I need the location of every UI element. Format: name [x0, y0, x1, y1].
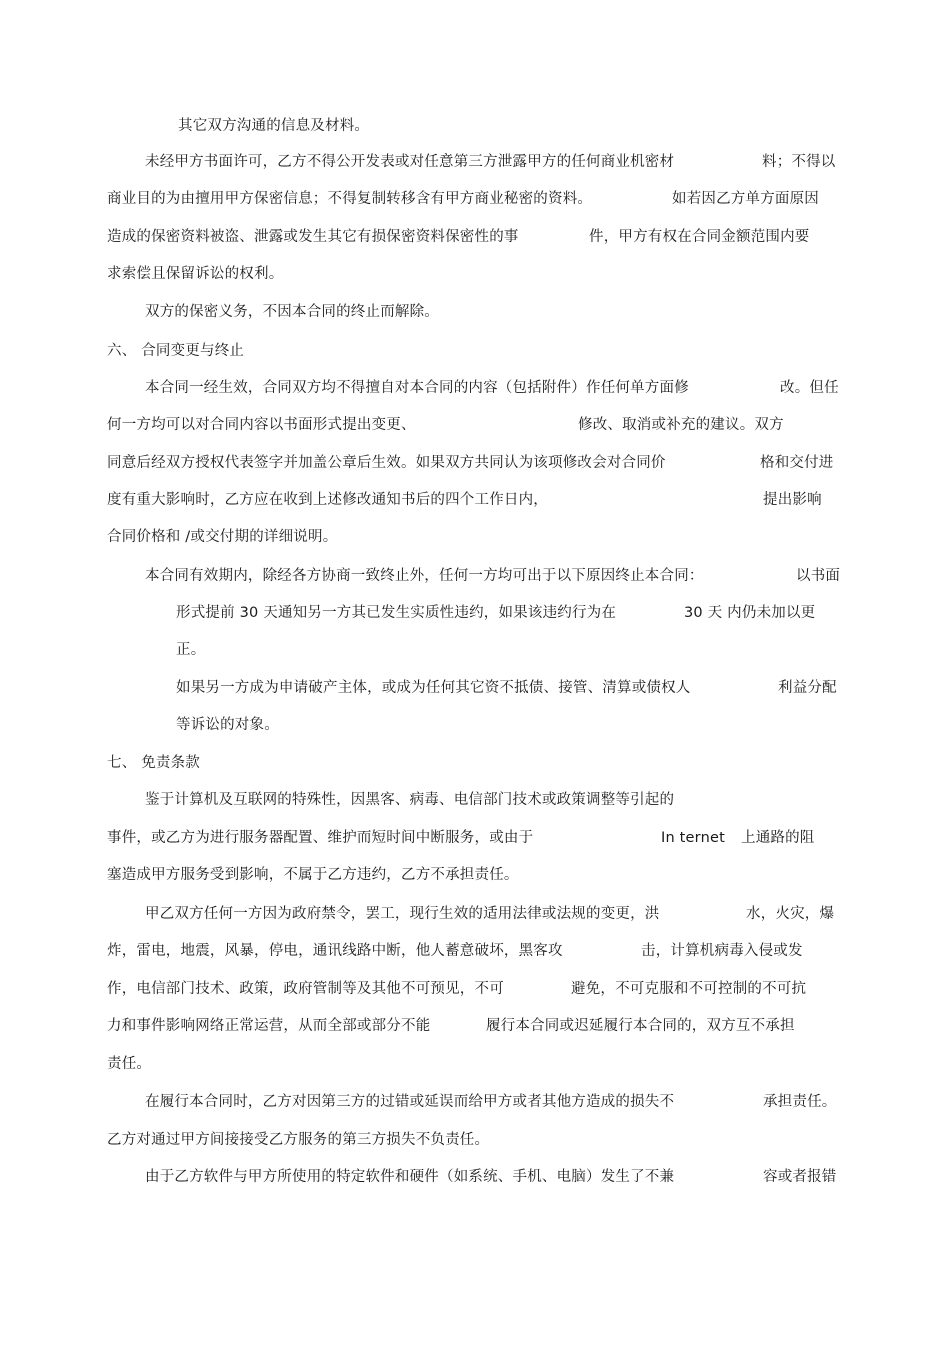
text-line: 双方的保密义务，不因本合同的终止而解除。 [145, 304, 439, 320]
text-line: 力和事件影响网络正常运营，从而全部或部分不能 [107, 1018, 431, 1034]
text-line: 水，火灾，爆 [746, 906, 835, 922]
text-line: 等诉讼的对象。 [176, 717, 279, 733]
text-line: 事件，或乙方为进行服务器配置、维护而短时间中断服务，或由于 [107, 830, 534, 846]
text-line: 上通路的阻 [741, 830, 815, 846]
section-heading: 六、 合同变更与终止 [107, 343, 245, 359]
text-line: 乙方对通过甲方间接接受乙方服务的第三方损失不负责任。 [107, 1132, 490, 1148]
text-line: 正。 [176, 642, 206, 658]
text-line: 未经甲方书面许可，乙方不得公开发表或对任意第三方泄露甲方的任何商业机密材 [145, 154, 675, 170]
text-line: 塞造成甲方服务受到影响，不属于乙方违约，乙方不承担责任。 [107, 867, 519, 883]
text-line: In ternet [661, 830, 725, 846]
text-line: 利益分配 [778, 680, 837, 696]
text-line: 同意后经双方授权代表签字并加盖公章后生效。如果双方共同认为该项修改会对合同价 [107, 455, 666, 471]
text-line: 求索偿且保留诉讼的权利。 [107, 266, 284, 282]
text-line: 甲乙双方任何一方因为政府禁令，罢工，现行生效的适用法律或法规的变更，洪 [145, 906, 660, 922]
text-line: 容或者报错 [763, 1169, 837, 1185]
text-line: 承担责任。 [763, 1094, 837, 1110]
text-line: 造成的保密资料被盗、泄露或发生其它有损保密资料保密性的事 [107, 229, 519, 245]
text-line: 责任。 [107, 1056, 152, 1072]
text-line: 作，电信部门技术、政策，政府管制等及其他不可预见，不可 [107, 981, 504, 997]
text-line: 鉴于计算机及互联网的特殊性，因黑客、病毒、电信部门技术或政策调整等引起的 [145, 792, 675, 808]
text-line: 本合同有效期内，除经各方协商一致终止外，任何一方均可出于以下原因终止本合同： [145, 568, 704, 584]
text-line: 30 天 内仍未加以更 [684, 605, 816, 621]
text-line: 以书面 [796, 568, 841, 584]
text-line: 合同价格和 /或交付期的详细说明。 [107, 529, 338, 545]
text-line: 件，甲方有权在合同金额范围内要 [589, 229, 810, 245]
text-line: 格和交付进 [760, 455, 834, 471]
text-line: 由于乙方软件与甲方所使用的特定软件和硬件（如系统、手机、电脑）发生了不兼 [145, 1169, 675, 1185]
text-line: 如若因乙方单方面原因 [672, 191, 819, 207]
text-line: 提出影响 [763, 492, 822, 508]
text-line: 本合同一经生效，合同双方均不得擅自对本合同的内容（包括附件）作任何单方面修 [145, 380, 689, 396]
text-line: 修改、取消或补充的建议。双方 [578, 417, 784, 433]
section-heading: 七、 免责条款 [107, 755, 201, 771]
text-line: 其它双方沟通的信息及材料。 [178, 118, 370, 134]
text-line: 击，计算机病毒入侵或发 [641, 943, 803, 959]
text-line: 形式提前 30 天通知另一方其已发生实质性违约，如果该违约行为在 [176, 605, 617, 621]
text-line: 商业目的为由擅用甲方保密信息；不得复制转移含有甲方商业秘密的资料。 [107, 191, 593, 207]
text-line: 何一方均可以对合同内容以书面形式提出变更、 [107, 417, 416, 433]
text-line: 料；不得以 [762, 154, 836, 170]
text-line: 避免，不可克服和不可控制的不可抗 [571, 981, 807, 997]
text-line: 炸，雷电，地震，风暴，停电，通讯线路中断，他人蓄意破坏，黑客攻 [107, 943, 563, 959]
text-line: 如果另一方成为申请破产主体，或成为任何其它资不抵债、接管、清算或债权人 [176, 680, 691, 696]
text-line: 履行本合同或迟延履行本合同的，双方互不承担 [486, 1018, 795, 1034]
text-line: 度有重大影响时，乙方应在收到上述修改通知书后的四个工作日内， [107, 492, 548, 508]
text-line: 改。但任 [780, 380, 839, 396]
text-line: 在履行本合同时，乙方对因第三方的过错或延误而给甲方或者其他方造成的损失不 [145, 1094, 675, 1110]
